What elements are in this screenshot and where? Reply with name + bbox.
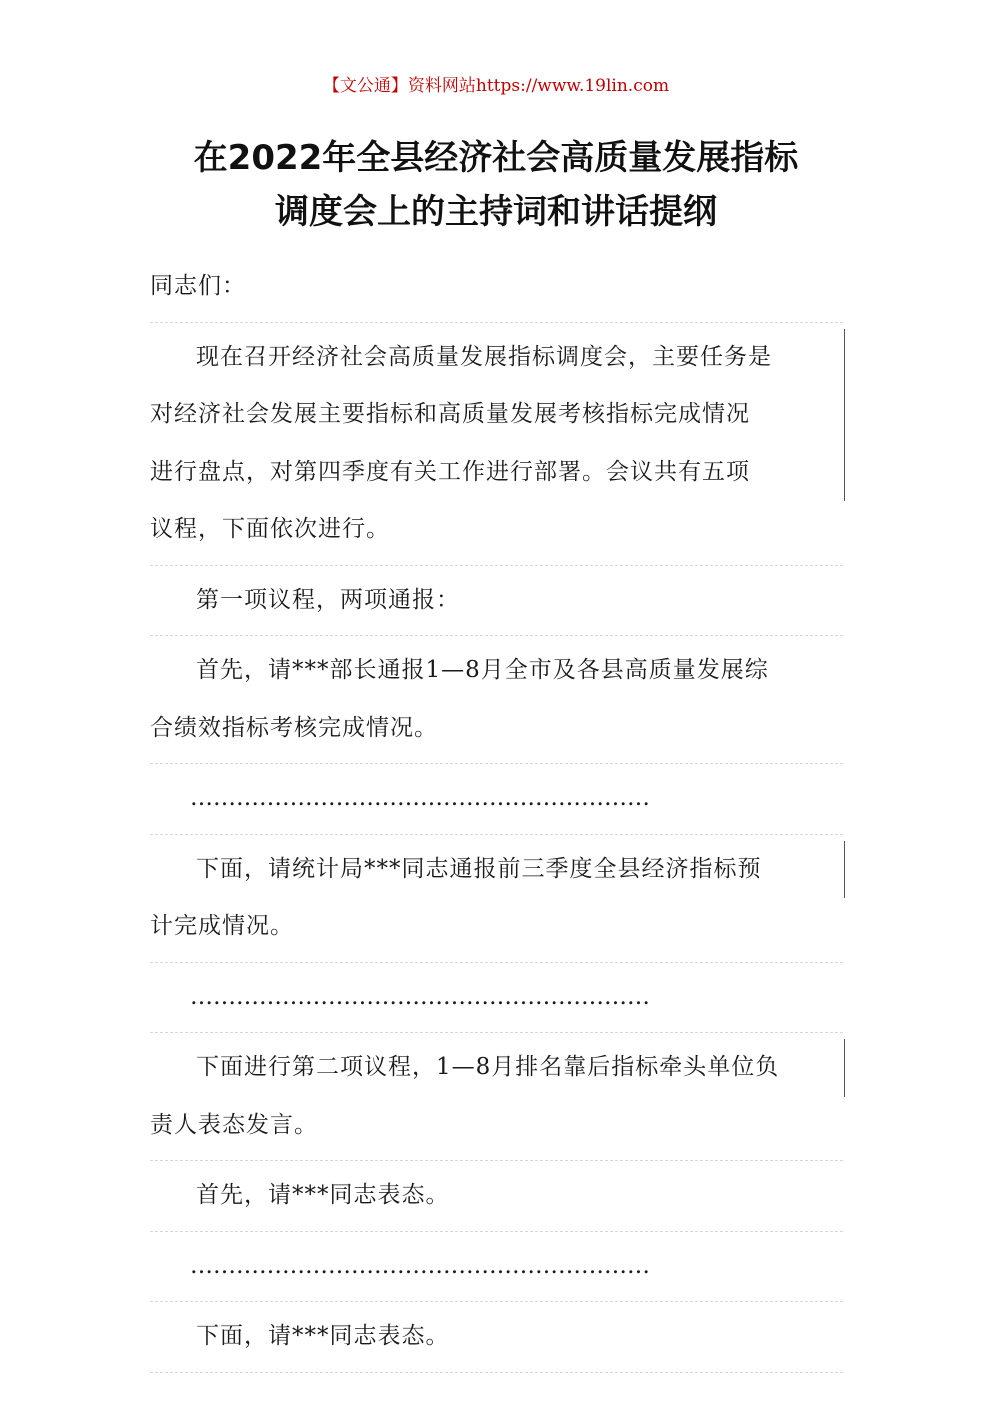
paragraph-line: 进行盘点，对第四季度有关工作进行部署。会议共有五项	[150, 444, 845, 502]
report-1-paragraph	[150, 642, 843, 764]
document-title-line-2: 调度会上的主持词和讲话提纲	[275, 192, 717, 232]
statement-1-paragraph	[150, 1167, 843, 1232]
paragraph-line: 首先，请***部长通报1—8月全市及各县高质量发展综	[196, 657, 769, 683]
statement-2-paragraph	[150, 1308, 843, 1373]
paragraph-line: 第一项议程，两项通报：	[196, 586, 460, 613]
document-body	[150, 258, 843, 1379]
ellipsis-placeholder: ……………………………………………………	[150, 1238, 843, 1303]
document-title-line-1: 在2022年全县经济社会高质量发展指标	[193, 138, 799, 178]
agenda-item-2-paragraph	[150, 1039, 843, 1161]
paragraph-line: 合绩效指标考核完成情况。	[150, 714, 438, 741]
paragraph-line: 首先，请***同志表态。	[196, 1182, 450, 1208]
paragraph-line: 下面，请***同志表态。	[196, 1323, 450, 1349]
paragraph-line: 责人表态发言。	[150, 1111, 318, 1138]
paragraph-line: 议程，下面依次进行。	[150, 516, 390, 542]
paragraph-line: 计完成情况。	[150, 913, 294, 939]
greeting-paragraph	[150, 258, 843, 323]
opening-paragraph	[150, 329, 843, 566]
paragraph-line: 下面，请统计局***同志通报前三季度全县经济指标预	[150, 841, 845, 899]
ellipsis-placeholder: ……………………………………………………	[150, 770, 843, 835]
source-website-header: 【文公通】资料网站https://www.19lin.com	[322, 76, 670, 96]
agenda-item-1-paragraph	[150, 572, 843, 637]
report-2-paragraph	[150, 841, 843, 963]
paragraph-line: 现在召开经济社会高质量发展指标调度会，主要任务是	[150, 329, 845, 387]
paragraph-line: 下面进行第二项议程，1—8月排名靠后指标牵头单位负	[150, 1039, 845, 1097]
greeting-line: 同志们：	[150, 273, 246, 299]
ellipsis-placeholder: ……………………………………………………	[150, 969, 843, 1034]
paragraph-line: 对经济社会发展主要指标和高质量发展考核指标完成情况	[150, 386, 845, 444]
